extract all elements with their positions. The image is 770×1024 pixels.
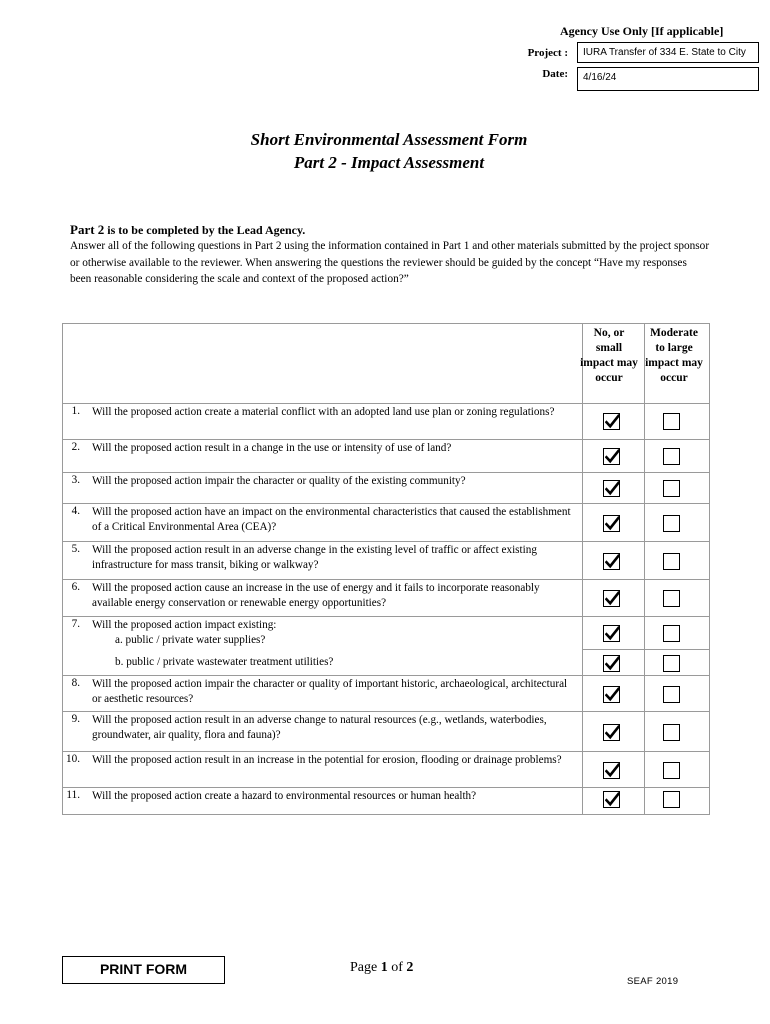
checkbox-no-impact[interactable]: [603, 413, 620, 430]
checkbox-no-impact[interactable]: [603, 515, 620, 532]
form-title-line2: Part 2 - Impact Assessment: [293, 153, 485, 172]
question-text: Will the proposed action have an impact on the environmental characteristics that caused the establishment of a Critical Environmental Area (CEA)?: [92, 506, 571, 533]
table-row-divider: [62, 675, 709, 676]
question-number: 6.: [71, 581, 80, 593]
table-divider-col-a: [582, 323, 583, 814]
page-of: of: [387, 960, 407, 975]
checkbox-moderate-impact[interactable]: [663, 448, 680, 465]
checkmark-icon: [605, 449, 620, 464]
question-number: 1.: [71, 405, 80, 417]
question-text: Will the proposed action create a material conflict with an adopted land use plan or zoning regulations?: [92, 406, 555, 418]
question-text: Will the proposed action impair the character or quality of important historic, archaeological, architectural or aesthetic resources?: [92, 678, 568, 705]
checkbox-moderate-impact[interactable]: [663, 791, 680, 808]
checkbox-no-impact[interactable]: [603, 590, 620, 607]
question-number: 5.: [71, 543, 80, 555]
table-header-divider: [62, 403, 709, 404]
form-title-line1: Short Environmental Assessment Form: [250, 130, 528, 149]
question-number: 10.: [66, 753, 80, 765]
checkbox-moderate-impact[interactable]: [663, 686, 680, 703]
checkbox-moderate-impact[interactable]: [663, 480, 680, 497]
checkmark-icon: [605, 763, 620, 778]
table-row-divider: [62, 472, 709, 473]
question-number: 7.: [71, 618, 80, 630]
question-number: 3.: [71, 474, 80, 486]
table-row-divider: [62, 711, 709, 712]
checkbox-moderate-impact[interactable]: [663, 625, 680, 642]
table-row-divider: [62, 751, 709, 752]
question-number: 4.: [71, 505, 80, 517]
checkmark-icon: [605, 554, 620, 569]
intro-heading-part: Part 2: [70, 222, 105, 237]
table-border-bottom: [62, 814, 709, 815]
date-label: Date:: [542, 68, 568, 80]
checkbox-no-impact[interactable]: [603, 625, 620, 642]
checkbox-moderate-impact[interactable]: [663, 553, 680, 570]
question-text: Will the proposed action result in an increase in the potential for erosion, flooding or drainage problems?: [92, 754, 562, 766]
intro-instructions: Answer all of the following questions in Part 2 using the information contained in Part 1 and other materials submitted by the project sponsor or otherwise available to the reviewer. When answering the questions the reviewer should be guided by the concept “Have my responses been reasonable considering the scale and context of the proposed action?”: [70, 240, 710, 285]
checkbox-no-impact[interactable]: [603, 448, 620, 465]
checkbox-moderate-impact[interactable]: [663, 655, 680, 672]
table-row-divider: [62, 616, 709, 617]
checkbox-no-impact[interactable]: [603, 686, 620, 703]
table-row-divider: [62, 439, 709, 440]
question-text: Will the proposed action impair the character or quality of the existing community?: [92, 475, 466, 487]
checkbox-no-impact[interactable]: [603, 480, 620, 497]
question-text: Will the proposed action impact existing:: [92, 619, 277, 631]
question-text: Will the proposed action create a hazard to environmental resources or human health?: [92, 790, 477, 802]
intro-heading-rest: is to be completed by the Lead Agency.: [104, 223, 306, 237]
checkmark-icon: [605, 792, 620, 807]
checkbox-moderate-impact[interactable]: [663, 762, 680, 779]
print-form-button[interactable]: PRINT FORM: [62, 956, 225, 984]
date-field[interactable]: 4/16/24: [577, 67, 759, 91]
table-row-divider: [62, 541, 709, 542]
page-indicator: [350, 960, 413, 976]
question-number: 8.: [71, 677, 80, 689]
checkbox-no-impact[interactable]: [603, 762, 620, 779]
agency-use-title: Agency Use Only [If applicable]: [560, 24, 724, 38]
checkbox-no-impact[interactable]: [603, 655, 620, 672]
checkbox-no-impact[interactable]: [603, 724, 620, 741]
checkmark-icon: [605, 626, 620, 641]
checkmark-icon: [605, 414, 620, 429]
question-number: 2.: [71, 441, 80, 453]
table-row-divider: [582, 649, 709, 650]
table-row-divider: [62, 787, 709, 788]
page-current: 1: [380, 960, 388, 975]
checkmark-icon: [605, 591, 620, 606]
checkbox-no-impact[interactable]: [603, 791, 620, 808]
question-number: 9.: [71, 713, 80, 725]
page-word: Page: [350, 960, 381, 975]
table-divider-col-b: [644, 323, 645, 814]
question-text: Will the proposed action cause an increase in the use of energy and it fails to incorporate reasonably available energy conservation or renewable energy opportunities?: [92, 582, 540, 609]
checkmark-icon: [605, 481, 620, 496]
checkmark-icon: [605, 725, 620, 740]
table-border-top: [62, 323, 709, 324]
question-number: 11.: [66, 789, 80, 801]
column-header-no-impact: No, or small impact may occur: [580, 327, 638, 384]
checkbox-moderate-impact[interactable]: [663, 724, 680, 741]
question-text: Will the proposed action result in an adverse change in the existing level of traffic or affect existing infrastructure for mass transit, biking or walkway?: [92, 544, 537, 571]
checkmark-icon: [605, 687, 620, 702]
question-text: b. public / private wastewater treatment utilities?: [115, 656, 334, 668]
checkbox-moderate-impact[interactable]: [663, 413, 680, 430]
checkbox-moderate-impact[interactable]: [663, 590, 680, 607]
form-title: [0, 128, 770, 174]
question-text: Will the proposed action result in an adverse change to natural resources (e.g., wetlands, waterbodies, groundwater, air quality, flora and fauna)?: [92, 714, 547, 741]
table-border-right: [709, 323, 710, 815]
form-version: SEAF 2019: [627, 976, 679, 987]
checkmark-icon: [605, 656, 620, 671]
intro-heading: [70, 222, 305, 238]
question-subtext: a. public / private water supplies?: [115, 634, 266, 646]
table-border-left: [62, 323, 63, 814]
page-total: 2: [406, 960, 414, 975]
checkmark-icon: [605, 516, 620, 531]
column-header-moderate-impact: Moderate to large impact may occur: [645, 327, 703, 384]
checkbox-no-impact[interactable]: [603, 553, 620, 570]
project-field[interactable]: IURA Transfer of 334 E. State to City: [577, 42, 759, 63]
project-label: Project :: [527, 47, 568, 59]
question-text: Will the proposed action result in a change in the use or intensity of use of land?: [92, 442, 452, 454]
checkbox-moderate-impact[interactable]: [663, 515, 680, 532]
table-row-divider: [62, 579, 709, 580]
table-row-divider: [62, 503, 709, 504]
